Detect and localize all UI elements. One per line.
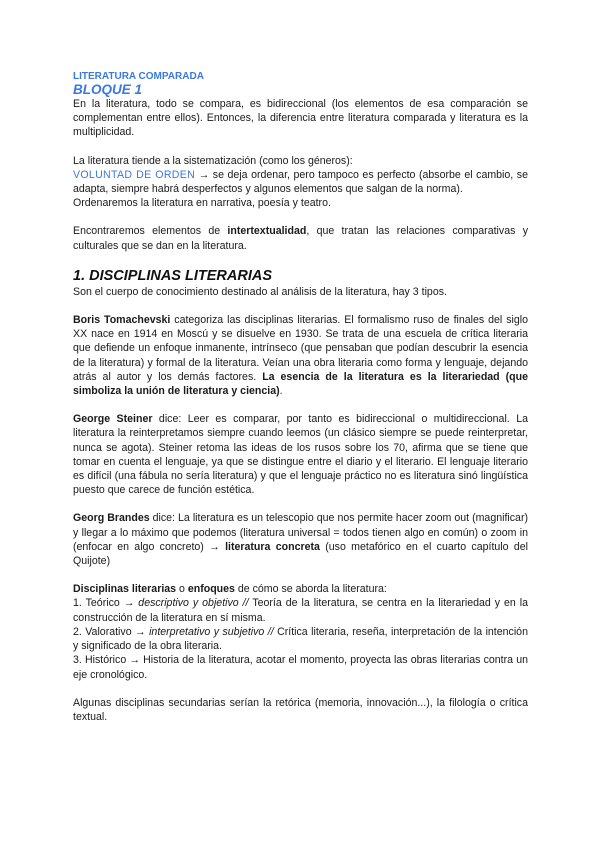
approaches-heading: Disciplinas literarias o enfoques de cómo se aborda la literatura: [73,583,387,596]
genres-line: Ordenaremos la literatura en narrativa, poesía y teatro. [73,197,331,210]
section-heading: 1. DISCIPLINAS LITERARIAS [73,267,272,284]
steiner-paragraph: George Steiner dice: Leer es comparar, por tanto es bidireccional o multidireccional. La literatura la reinterpretamos siempre cuando leemos (un clásico siempre se puede reinterpretar, nunca se agota). Steiner retoma las ideas de los rusos sobre los 70, afirma que se tiene que tomar en cuenta el lenguaje, ya que se distingue entre el diario y el literario. El lenguaje literario es difícil (una fábula no sería literatura) y que el lenguaje práctico no es literatura sinó lingüística puesto que carece de función estética. [73,413,528,497]
block-title: BLOQUE 1 [73,82,143,97]
brandes-paragraph: Georg Brandes dice: La literatura es un telescopio que nos permite hacer zoom out (magnificar) y llegar a lo máximo que podemos (literatura universal = todos tienen algo en común) o zoom in (enfocar en algo concreto) → literatura concreta (uso metafórico en el cuarto capítulo del Quijote) [73,512,529,568]
approach-item-evaluative: 2. Valorativo → interpretativo y subjetivo // Crítica literaria, reseña, interpretación de la intención y significado de la obra literaria. [73,625,528,653]
approach-item-historical: 3. Histórico → Historia de la literatura, acotar el momento, proyecta las obras literarias contra un eje cronológico. [73,654,528,681]
document-kicker: LITERATURA COMPARADA [73,71,204,82]
tomachevski-paragraph: Boris Tomachevski categoriza las disciplinas literarias. El formalismo ruso de finales del siglo XX nace en 1914 en Moscú y se disuelve en 1930. Se trata de una escuela de crítica literaria que defiende un enfoque inmanente, intrínseco (que pensaban que podían descubrir la esencia de la literatura) y formal de la literatura. Veían una obra literaria como forma y lenguaje, dejando atrás al autor y los demás factores. La esencia de la literatura es la literariedad (que simboliza la unión de literatura y ciencia). [73,314,529,398]
section-lead: Son el cuerpo de conocimiento destinado al análisis de la literatura, hay 3 tipos. [73,285,447,298]
approach-item-theoretical: 1. Teórico → descriptivo y objetivo // Teoría de la literatura, se centra en la literariedad y en la construcción de la literatura en sí misma. [73,597,529,624]
intro-paragraph: En la literatura, todo se compara, es bidireccional (los elementos de esa comparación se complementan entre ellos). Entonces, la diferencia entre literatura comparada y literatura es la multiplicidad. [73,98,528,139]
systematization-line: La literatura tiende a la sistematización (como los géneros): [73,154,353,167]
order-paragraph: VOLUNTAD DE ORDEN → se deja ordenar, pero tampoco es perfecto (absorbe el cambio, se adapta, siempre habrá desperfectos y algunos elementos que salgan de la norma). [73,168,528,196]
intertextuality-paragraph: Encontraremos elementos de intertextualidad, que tratan las relaciones comparativas y culturales que se dan en la literatura. [73,225,528,252]
document-page [73,70,528,724]
closing-paragraph: Algunas disciplinas secundarias serían la retórica (memoria, innovación...), la filología o crítica textual. [73,696,528,723]
order-highlight: VOLUNTAD DE ORDEN [73,168,196,181]
